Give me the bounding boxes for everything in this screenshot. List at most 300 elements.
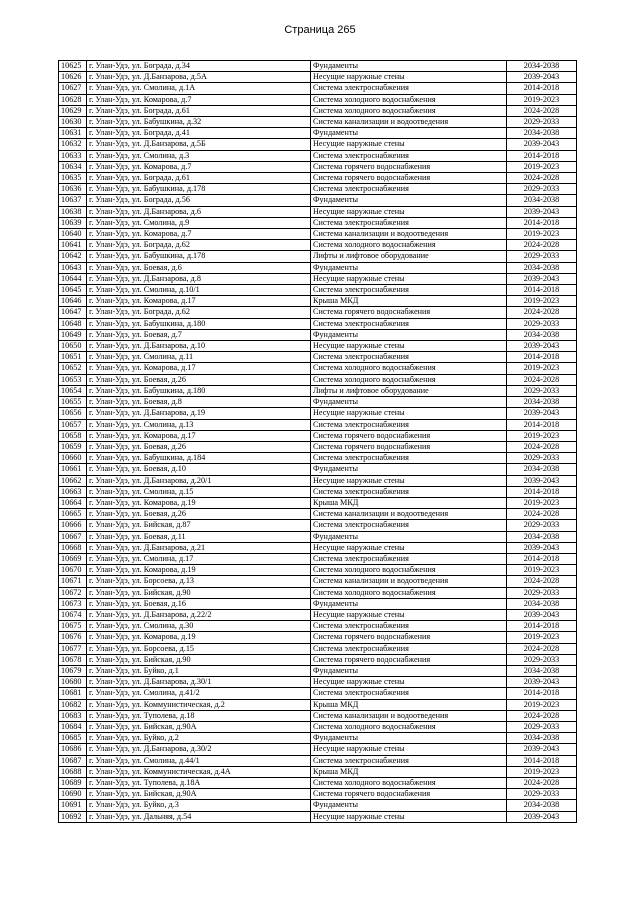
- row-number-cell: 10673: [59, 598, 87, 609]
- table-row: [59, 72, 577, 83]
- period-cell: 2029-2033: [507, 117, 577, 128]
- system-cell: Система горячего водоснабжения: [311, 632, 507, 643]
- period-cell: 2029-2033: [507, 318, 577, 329]
- address-cell: г. Улан-Удэ, ул. Боевая, д.26: [87, 509, 311, 520]
- row-number-cell: 10692: [59, 811, 87, 822]
- table-row: [59, 408, 577, 419]
- table-row: [59, 576, 577, 587]
- system-cell: Несущие наружные стены: [311, 273, 507, 284]
- table-row: [59, 744, 577, 755]
- table-row: [59, 565, 577, 576]
- system-cell: Система электроснабжения: [311, 643, 507, 654]
- row-number-cell: 10682: [59, 699, 87, 710]
- row-number-cell: 10669: [59, 553, 87, 564]
- period-cell: 2024-2028: [507, 240, 577, 251]
- address-cell: г. Улан-Удэ, ул. Комарова, д.7: [87, 94, 311, 105]
- address-cell: г. Улан-Удэ, ул. Бабушкина, д.32: [87, 117, 311, 128]
- address-cell: г. Улан-Удэ, ул. Бабушкина, д.184: [87, 453, 311, 464]
- table-row: [59, 262, 577, 273]
- table-row: [59, 397, 577, 408]
- period-cell: 2034-2038: [507, 665, 577, 676]
- period-cell: 2014-2018: [507, 352, 577, 363]
- period-cell: 2034-2038: [507, 598, 577, 609]
- table-row: [59, 374, 577, 385]
- system-cell: Система электроснабжения: [311, 83, 507, 94]
- table-row: [59, 699, 577, 710]
- address-cell: г. Улан-Удэ, ул. Комарова, д.19: [87, 632, 311, 643]
- period-cell: 2019-2023: [507, 296, 577, 307]
- system-cell: Система канализации и водоотведения: [311, 509, 507, 520]
- system-cell: Система канализации и водоотведения: [311, 576, 507, 587]
- row-number-cell: 10675: [59, 621, 87, 632]
- period-cell: 2019-2023: [507, 632, 577, 643]
- table-row: [59, 520, 577, 531]
- system-cell: Фундаменты: [311, 598, 507, 609]
- table-body: [59, 61, 577, 823]
- table-row: [59, 710, 577, 721]
- period-cell: 2024-2028: [507, 307, 577, 318]
- table-row: [59, 161, 577, 172]
- row-number-cell: 10649: [59, 329, 87, 340]
- period-cell: 2019-2023: [507, 766, 577, 777]
- row-number-cell: 10643: [59, 262, 87, 273]
- address-cell: г. Улан-Удэ, ул. Смолина, д.1А: [87, 83, 311, 94]
- address-cell: г. Улан-Удэ, ул. Туполева, д.18А: [87, 778, 311, 789]
- table-row: [59, 229, 577, 240]
- period-cell: 2019-2023: [507, 497, 577, 508]
- row-number-cell: 10655: [59, 397, 87, 408]
- system-cell: Крыша МКД: [311, 296, 507, 307]
- table-row: [59, 486, 577, 497]
- address-cell: г. Улан-Удэ, ул. Туполева, д.18: [87, 710, 311, 721]
- period-cell: 2039-2043: [507, 341, 577, 352]
- period-cell: 2014-2018: [507, 755, 577, 766]
- address-cell: г. Улан-Удэ, ул. Бограда, д.61: [87, 173, 311, 184]
- table-row: [59, 117, 577, 128]
- program-table: [58, 60, 577, 823]
- period-cell: 2039-2043: [507, 677, 577, 688]
- system-cell: Фундаменты: [311, 195, 507, 206]
- row-number-cell: 10668: [59, 542, 87, 553]
- table-row: [59, 598, 577, 609]
- address-cell: г. Улан-Удэ, ул. Комарова, д.19: [87, 497, 311, 508]
- row-number-cell: 10680: [59, 677, 87, 688]
- row-number-cell: 10639: [59, 217, 87, 228]
- table-row: [59, 296, 577, 307]
- period-cell: 2039-2043: [507, 542, 577, 553]
- address-cell: г. Улан-Удэ, ул. Борсоева, д.15: [87, 643, 311, 654]
- period-cell: 2024-2028: [507, 710, 577, 721]
- address-cell: г. Улан-Удэ, ул. Бограда, д.61: [87, 105, 311, 116]
- table-row: [59, 632, 577, 643]
- row-number-cell: 10665: [59, 509, 87, 520]
- row-number-cell: 10670: [59, 565, 87, 576]
- row-number-cell: 10672: [59, 587, 87, 598]
- period-cell: 2039-2043: [507, 609, 577, 620]
- system-cell: Система канализации и водоотведения: [311, 229, 507, 240]
- system-cell: Система горячего водоснабжения: [311, 789, 507, 800]
- address-cell: г. Улан-Удэ, ул. Смолина, д.11: [87, 352, 311, 363]
- address-cell: г. Улан-Удэ, ул. Смолина, д.13: [87, 419, 311, 430]
- system-cell: Фундаменты: [311, 665, 507, 676]
- system-cell: Система холодного водоснабжения: [311, 374, 507, 385]
- address-cell: г. Улан-Удэ, ул. Боевая, д.26: [87, 374, 311, 385]
- address-cell: г. Улан-Удэ, ул. Бабушкина, д.178: [87, 184, 311, 195]
- system-cell: Система холодного водоснабжения: [311, 565, 507, 576]
- table-row: [59, 778, 577, 789]
- table-row: [59, 497, 577, 508]
- period-cell: 2024-2028: [507, 441, 577, 452]
- row-number-cell: 10651: [59, 352, 87, 363]
- address-cell: г. Улан-Удэ, ул. Бийская, д.90А: [87, 721, 311, 732]
- address-cell: г. Улан-Удэ, ул. Боевая, д.26: [87, 441, 311, 452]
- row-number-cell: 10690: [59, 789, 87, 800]
- row-number-cell: 10674: [59, 609, 87, 620]
- table-row: [59, 430, 577, 441]
- period-cell: 2019-2023: [507, 94, 577, 105]
- period-cell: 2024-2028: [507, 778, 577, 789]
- period-cell: 2019-2023: [507, 430, 577, 441]
- system-cell: Несущие наружные стены: [311, 542, 507, 553]
- system-cell: Система электроснабжения: [311, 486, 507, 497]
- address-cell: г. Улан-Удэ, ул. Смолина, д.15: [87, 486, 311, 497]
- row-number-cell: 10656: [59, 408, 87, 419]
- table-row: [59, 464, 577, 475]
- system-cell: Система электроснабжения: [311, 150, 507, 161]
- table-row: [59, 621, 577, 632]
- table-row: [59, 419, 577, 430]
- system-cell: Система горячего водоснабжения: [311, 173, 507, 184]
- period-cell: 2019-2023: [507, 699, 577, 710]
- period-cell: 2014-2018: [507, 553, 577, 564]
- system-cell: Система холодного водоснабжения: [311, 721, 507, 732]
- table-row: [59, 553, 577, 564]
- table-row: [59, 273, 577, 284]
- period-cell: 2039-2043: [507, 408, 577, 419]
- system-cell: Лифты и лифтовое оборудование: [311, 385, 507, 396]
- period-cell: 2039-2043: [507, 475, 577, 486]
- system-cell: Система электроснабжения: [311, 217, 507, 228]
- row-number-cell: 10667: [59, 531, 87, 542]
- table-row: [59, 61, 577, 72]
- row-number-cell: 10626: [59, 72, 87, 83]
- period-cell: 2019-2023: [507, 363, 577, 374]
- row-number-cell: 10627: [59, 83, 87, 94]
- system-cell: Лифты и лифтовое оборудование: [311, 251, 507, 262]
- system-cell: Фундаменты: [311, 128, 507, 139]
- period-cell: 2034-2038: [507, 397, 577, 408]
- table-row: [59, 531, 577, 542]
- table-row: [59, 385, 577, 396]
- system-cell: Система холодного водоснабжения: [311, 105, 507, 116]
- period-cell: 2034-2038: [507, 800, 577, 811]
- period-cell: 2014-2018: [507, 83, 577, 94]
- system-cell: Несущие наружные стены: [311, 609, 507, 620]
- address-cell: г. Улан-Удэ, ул. Д.Банзарова, д.5А: [87, 72, 311, 83]
- system-cell: Система электроснабжения: [311, 553, 507, 564]
- period-cell: 2034-2038: [507, 128, 577, 139]
- system-cell: Система канализации и водоотведения: [311, 117, 507, 128]
- table-row: [59, 139, 577, 150]
- table-row: [59, 688, 577, 699]
- system-cell: Система холодного водоснабжения: [311, 240, 507, 251]
- period-cell: 2024-2028: [507, 509, 577, 520]
- system-cell: Система холодного водоснабжения: [311, 363, 507, 374]
- table-row: [59, 453, 577, 464]
- period-cell: 2034-2038: [507, 329, 577, 340]
- table-row: [59, 811, 577, 822]
- row-number-cell: 10678: [59, 654, 87, 665]
- system-cell: Несущие наружные стены: [311, 206, 507, 217]
- row-number-cell: 10654: [59, 385, 87, 396]
- period-cell: 2034-2038: [507, 195, 577, 206]
- system-cell: Система электроснабжения: [311, 352, 507, 363]
- address-cell: г. Улан-Удэ, ул. Боевая, д.10: [87, 464, 311, 475]
- period-cell: 2024-2028: [507, 374, 577, 385]
- period-cell: 2034-2038: [507, 531, 577, 542]
- address-cell: г. Улан-Удэ, ул. Буйко, д.1: [87, 665, 311, 676]
- address-cell: г. Улан-Удэ, ул. Комарова, д.17: [87, 363, 311, 374]
- row-number-cell: 10662: [59, 475, 87, 486]
- table-row: [59, 509, 577, 520]
- period-cell: 2024-2028: [507, 105, 577, 116]
- row-number-cell: 10632: [59, 139, 87, 150]
- system-cell: Фундаменты: [311, 329, 507, 340]
- row-number-cell: 10653: [59, 374, 87, 385]
- period-cell: 2014-2018: [507, 486, 577, 497]
- system-cell: Фундаменты: [311, 800, 507, 811]
- system-cell: Система горячего водоснабжения: [311, 161, 507, 172]
- system-cell: Фундаменты: [311, 464, 507, 475]
- table-row: [59, 665, 577, 676]
- address-cell: г. Улан-Удэ, ул. Комарова, д.17: [87, 430, 311, 441]
- period-cell: 2024-2028: [507, 576, 577, 587]
- row-number-cell: 10636: [59, 184, 87, 195]
- address-cell: г. Улан-Удэ, ул. Д.Банзарова, д.5Б: [87, 139, 311, 150]
- table-row: [59, 677, 577, 688]
- row-number-cell: 10679: [59, 665, 87, 676]
- row-number-cell: 10641: [59, 240, 87, 251]
- period-cell: 2029-2033: [507, 184, 577, 195]
- table-row: [59, 128, 577, 139]
- row-number-cell: 10650: [59, 341, 87, 352]
- period-cell: 2034-2038: [507, 464, 577, 475]
- system-cell: Несущие наружные стены: [311, 408, 507, 419]
- row-number-cell: 10642: [59, 251, 87, 262]
- period-cell: 2029-2033: [507, 453, 577, 464]
- system-cell: Крыша МКД: [311, 699, 507, 710]
- address-cell: г. Улан-Удэ, ул. Д.Банзарова, д.21: [87, 542, 311, 553]
- table-row: [59, 542, 577, 553]
- address-cell: г. Улан-Удэ, ул. Боевая, д.16: [87, 598, 311, 609]
- address-cell: г. Улан-Удэ, ул. Д.Банзарова, д.8: [87, 273, 311, 284]
- row-number-cell: 10660: [59, 453, 87, 464]
- period-cell: 2019-2023: [507, 229, 577, 240]
- system-cell: Система горячего водоснабжения: [311, 430, 507, 441]
- system-cell: Фундаменты: [311, 262, 507, 273]
- address-cell: г. Улан-Удэ, ул. Д.Банзарова, д.6: [87, 206, 311, 217]
- table-row: [59, 195, 577, 206]
- address-cell: г. Улан-Удэ, ул. Боевая, д.7: [87, 329, 311, 340]
- table-row: [59, 105, 577, 116]
- row-number-cell: 10683: [59, 710, 87, 721]
- address-cell: г. Улан-Удэ, ул. Д.Банзарова, д.10: [87, 341, 311, 352]
- address-cell: г. Улан-Удэ, ул. Смолина, д.9: [87, 217, 311, 228]
- table-row: [59, 307, 577, 318]
- row-number-cell: 10664: [59, 497, 87, 508]
- system-cell: Система электроснабжения: [311, 184, 507, 195]
- row-number-cell: 10657: [59, 419, 87, 430]
- table-row: [59, 363, 577, 374]
- period-cell: 2029-2033: [507, 385, 577, 396]
- table-row: [59, 329, 577, 340]
- system-cell: Фундаменты: [311, 61, 507, 72]
- row-number-cell: 10687: [59, 755, 87, 766]
- system-cell: Система электроснабжения: [311, 688, 507, 699]
- table-row: [59, 206, 577, 217]
- period-cell: 2014-2018: [507, 150, 577, 161]
- system-cell: Система горячего водоснабжения: [311, 441, 507, 452]
- system-cell: Система канализации и водоотведения: [311, 710, 507, 721]
- table-row: [59, 721, 577, 732]
- period-cell: 2014-2018: [507, 621, 577, 632]
- address-cell: г. Улан-Удэ, ул. Бабушкина, д.180: [87, 318, 311, 329]
- period-cell: 2039-2043: [507, 139, 577, 150]
- row-number-cell: 10684: [59, 721, 87, 732]
- system-cell: Система горячего водоснабжения: [311, 307, 507, 318]
- address-cell: г. Улан-Удэ, ул. Д.Банзарова, д.20/1: [87, 475, 311, 486]
- period-cell: 2029-2033: [507, 789, 577, 800]
- row-number-cell: 10630: [59, 117, 87, 128]
- address-cell: г. Улан-Удэ, ул. Бограда, д.62: [87, 240, 311, 251]
- row-number-cell: 10625: [59, 61, 87, 72]
- system-cell: Система электроснабжения: [311, 621, 507, 632]
- system-cell: Система электроснабжения: [311, 755, 507, 766]
- address-cell: г. Улан-Удэ, ул. Комарова, д.19: [87, 565, 311, 576]
- address-cell: г. Улан-Удэ, ул. Д.Банзарова, д.30/1: [87, 677, 311, 688]
- period-cell: 2034-2038: [507, 61, 577, 72]
- system-cell: Фундаменты: [311, 397, 507, 408]
- address-cell: г. Улан-Удэ, ул. Комарова, д.7: [87, 161, 311, 172]
- period-cell: 2014-2018: [507, 419, 577, 430]
- address-cell: г. Улан-Удэ, ул. Смолина, д.41/2: [87, 688, 311, 699]
- address-cell: г. Улан-Удэ, ул. Бийская, д.87: [87, 520, 311, 531]
- page-header: Страница 265: [284, 24, 356, 36]
- period-cell: 2039-2043: [507, 811, 577, 822]
- address-cell: г. Улан-Удэ, ул. Бийская, д.90: [87, 587, 311, 598]
- row-number-cell: 10663: [59, 486, 87, 497]
- address-cell: г. Улан-Удэ, ул. Смолина, д.10/1: [87, 285, 311, 296]
- row-number-cell: 10644: [59, 273, 87, 284]
- row-number-cell: 10677: [59, 643, 87, 654]
- address-cell: г. Улан-Удэ, ул. Коммунистическая, д.2: [87, 699, 311, 710]
- period-cell: 2029-2033: [507, 251, 577, 262]
- table-row: [59, 766, 577, 777]
- row-number-cell: 10689: [59, 778, 87, 789]
- row-number-cell: 10691: [59, 800, 87, 811]
- table-row: [59, 352, 577, 363]
- period-cell: 2029-2033: [507, 654, 577, 665]
- row-number-cell: 10629: [59, 105, 87, 116]
- system-cell: Система холодного водоснабжения: [311, 587, 507, 598]
- row-number-cell: 10659: [59, 441, 87, 452]
- period-cell: 2024-2028: [507, 643, 577, 654]
- period-cell: 2039-2043: [507, 744, 577, 755]
- row-number-cell: 10652: [59, 363, 87, 374]
- row-number-cell: 10661: [59, 464, 87, 475]
- row-number-cell: 10685: [59, 733, 87, 744]
- address-cell: г. Улан-Удэ, ул. Борсоева, д.13: [87, 576, 311, 587]
- table-row: [59, 441, 577, 452]
- row-number-cell: 10647: [59, 307, 87, 318]
- system-cell: Несущие наружные стены: [311, 811, 507, 822]
- period-cell: 2019-2023: [507, 565, 577, 576]
- table-row: [59, 94, 577, 105]
- address-cell: г. Улан-Удэ, ул. Дальняя, д.54: [87, 811, 311, 822]
- system-cell: Фундаменты: [311, 733, 507, 744]
- system-cell: Несущие наружные стены: [311, 341, 507, 352]
- period-cell: 2014-2018: [507, 285, 577, 296]
- table-row: [59, 643, 577, 654]
- row-number-cell: 10635: [59, 173, 87, 184]
- row-number-cell: 10681: [59, 688, 87, 699]
- system-cell: Несущие наружные стены: [311, 744, 507, 755]
- period-cell: 2029-2033: [507, 587, 577, 598]
- system-cell: Система горячего водоснабжения: [311, 654, 507, 665]
- period-cell: 2014-2018: [507, 217, 577, 228]
- address-cell: г. Улан-Удэ, ул. Смолина, д.44/1: [87, 755, 311, 766]
- row-number-cell: 10671: [59, 576, 87, 587]
- address-cell: г. Улан-Удэ, ул. Д.Банзарова, д.22/2: [87, 609, 311, 620]
- address-cell: г. Улан-Удэ, ул. Д.Банзарова, д.30/2: [87, 744, 311, 755]
- table-row: [59, 173, 577, 184]
- address-cell: г. Улан-Удэ, ул. Бограда, д.56: [87, 195, 311, 206]
- system-cell: Крыша МКД: [311, 766, 507, 777]
- address-cell: г. Улан-Удэ, ул. Буйко, д.3: [87, 800, 311, 811]
- row-number-cell: 10631: [59, 128, 87, 139]
- table-row: [59, 789, 577, 800]
- system-cell: Система холодного водоснабжения: [311, 94, 507, 105]
- period-cell: 2029-2033: [507, 721, 577, 732]
- period-cell: 2034-2038: [507, 733, 577, 744]
- period-cell: 2039-2043: [507, 273, 577, 284]
- period-cell: 2024-2028: [507, 173, 577, 184]
- address-cell: г. Улан-Удэ, ул. Коммунистическая, д.4А: [87, 766, 311, 777]
- row-number-cell: 10686: [59, 744, 87, 755]
- address-cell: г. Улан-Удэ, ул. Бийская, д.90: [87, 654, 311, 665]
- address-cell: г. Улан-Удэ, ул. Боевая, д.11: [87, 531, 311, 542]
- period-cell: 2039-2043: [507, 72, 577, 83]
- address-cell: г. Улан-Удэ, ул. Бограда, д.62: [87, 307, 311, 318]
- table-row: [59, 184, 577, 195]
- table-row: [59, 150, 577, 161]
- address-cell: г. Улан-Удэ, ул. Бийская, д.90А: [87, 789, 311, 800]
- system-cell: Система холодного водоснабжения: [311, 778, 507, 789]
- table-row: [59, 318, 577, 329]
- row-number-cell: 10640: [59, 229, 87, 240]
- address-cell: г. Улан-Удэ, ул. Смолина, д.30: [87, 621, 311, 632]
- table-row: [59, 240, 577, 251]
- system-cell: Система электроснабжения: [311, 453, 507, 464]
- row-number-cell: 10658: [59, 430, 87, 441]
- system-cell: Несущие наружные стены: [311, 72, 507, 83]
- system-cell: Фундаменты: [311, 531, 507, 542]
- table-row: [59, 800, 577, 811]
- table-row: [59, 341, 577, 352]
- system-cell: Крыша МКД: [311, 497, 507, 508]
- row-number-cell: 10688: [59, 766, 87, 777]
- table-row: [59, 475, 577, 486]
